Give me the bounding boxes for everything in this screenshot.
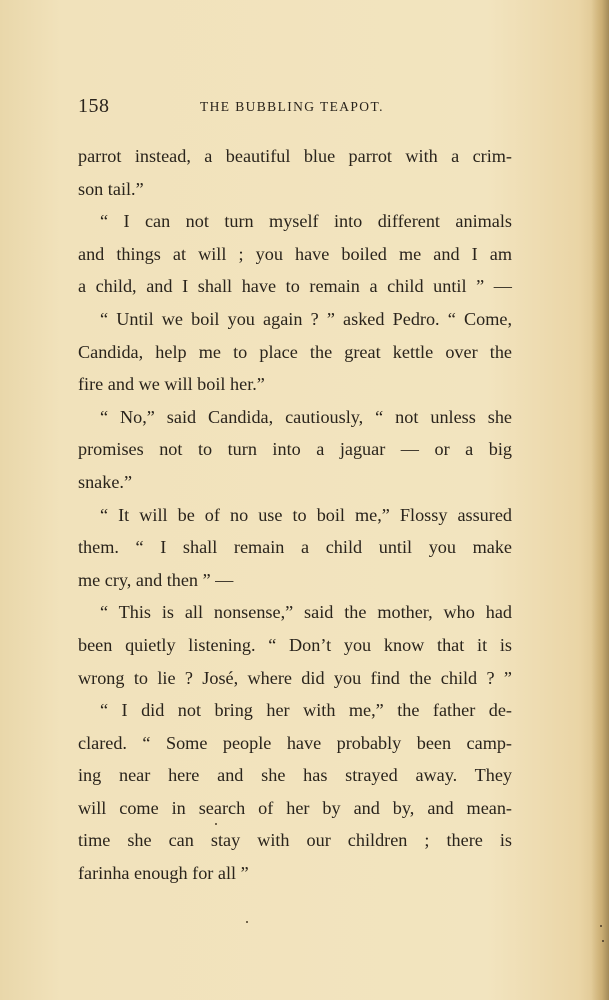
text-line: wrong to lie ? José, where did you find the child ? ”: [78, 667, 512, 688]
text-line: promises not to turn into a jaguar — or a big: [78, 439, 512, 460]
text-line: “ I did not bring her with me,” the father de-: [100, 700, 512, 721]
page-header: [78, 95, 512, 119]
body-text: [78, 140, 512, 890]
text-line: “ I can not turn myself into different animals: [100, 211, 512, 232]
page-number: 158: [78, 95, 110, 117]
text-line: me cry, and then ” —: [78, 569, 234, 590]
text-line: fire and we will boil her.”: [78, 374, 265, 395]
text-line: “ This is all nonsense,” said the mother, who had: [100, 602, 512, 623]
text-line: will come in search of her by and by, and mean-: [78, 797, 512, 818]
text-line: “ It will be of no use to boil me,” Flossy assured: [100, 504, 512, 525]
ink-speck: [600, 925, 602, 927]
ink-speck: [246, 921, 248, 923]
text-line: snake.”: [78, 471, 133, 492]
text-line: and things at will ; you have boiled me and I am: [78, 243, 512, 264]
text-line: clared. “ Some people have probably been camp-: [78, 732, 512, 753]
text-line: “ No,” said Candida, cautiously, “ not unless she: [100, 406, 512, 427]
ink-speck: [215, 823, 217, 825]
text-line: a child, and I shall have to remain a child until ” —: [78, 276, 512, 297]
text-line: “ Until we boil you again ? ” asked Pedro. “ Come,: [100, 308, 512, 329]
text-line: time she can stay with our children ; there is: [78, 830, 512, 851]
text-line: farinha enough for all ”: [78, 863, 249, 884]
text-line: son tail.”: [78, 178, 144, 199]
text-line: Candida, help me to place the great kettle over the: [78, 341, 512, 362]
text-line: parrot instead, a beautiful blue parrot with a crim-: [78, 146, 512, 166]
text-line: ing near here and she has strayed away. They: [78, 765, 512, 786]
page-edge-shadow: [591, 0, 609, 1000]
text-line: them. “ I shall remain a child until you make: [78, 537, 512, 558]
running-title: THE BUBBLING TEAPOT.: [200, 99, 384, 114]
text-line: been quietly listening. “ Don’t you know that it is: [78, 634, 512, 655]
ink-speck: [602, 940, 604, 942]
